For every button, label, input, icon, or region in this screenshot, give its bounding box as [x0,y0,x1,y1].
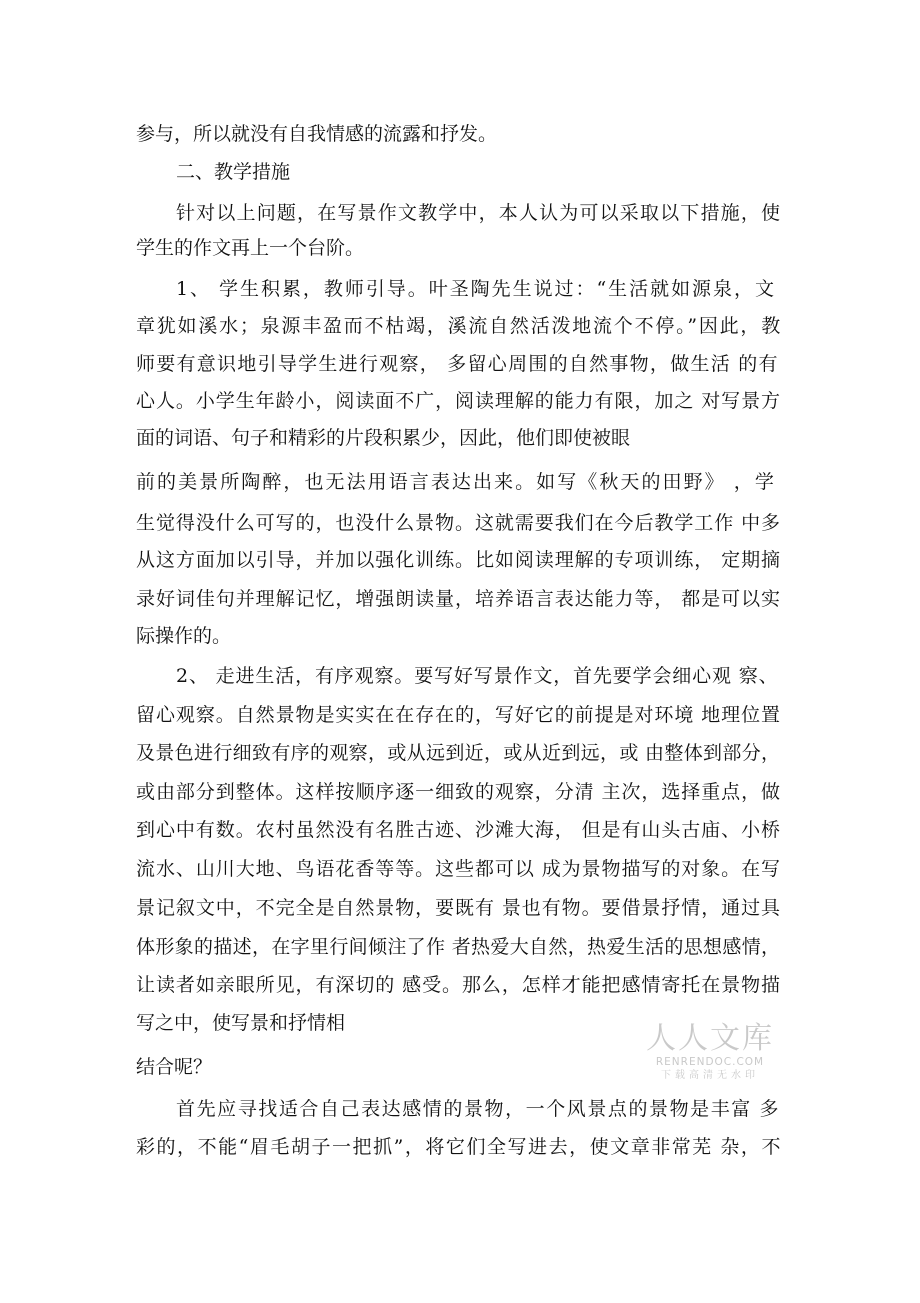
text-line: 生觉得没什么可写的，也没什么景物。这就需要我们在今后教学工作 中多 [136,512,781,534]
text-line: 前的美景所陶醉，也无法用语言表达出来。如写《秋天的田野》 ，学 [136,471,776,493]
text-line: 体形象的描述，在字里行间倾注了作 者热爱大自然，热爱生活的思想感情， [136,936,781,958]
text-line: 结合呢？ [136,1056,213,1078]
text-line: 录好词佳句并理解记忆，增强朗读量，培养语言表达能力等， 都是可以实 [136,588,781,610]
text-line: 彩的，不能“眉毛胡子一把抓”，将它们全写进去，使文章非常芜 杂，不 [136,1136,782,1158]
text-line: 心人。小学生年龄小，阅读面不广，阅读理解的能力有限，加之 对写景方 [136,390,781,412]
text-line: 际操作的。 [136,625,232,647]
text-line: 参与，所以就没有自我情感的流露和抒发。 [136,123,498,145]
text-line: 流水、山川大地、鸟语花香等等。这些都可以 成为景物描写的对象。在写 [136,858,781,880]
text-line: 师要有意识地引导学生进行观察， 多留心周围的自然事物，做生活 的有 [136,353,779,375]
watermark-logo [640,1022,780,1082]
text-line: 学生的作文再上一个台阶。 [136,237,365,259]
text-line: 景记叙文中，不完全是自然景物，要既有 景也有物。要借景抒情，通过具 [136,897,781,919]
text-line: 面的词语、句子和精彩的片段积累少，因此，他们即使被眼 [136,427,631,449]
watermark-title: 人人文库 [646,1021,774,1056]
section-heading: 二、教学措施 [176,161,291,183]
text-line: 针对以上问题，在写景作文教学中，本人认为可以采取以下措施，使 [176,202,782,224]
text-line: 2、 走进生活，有序观察。要写好写景作文，首先要学会细心观 察、 [176,665,779,687]
text-line: 章犹如溪水；泉源丰盈而不枯竭，溪流自然活泼地流个不停。”因此，教 [136,315,782,337]
text-line: 写之中，使写景和抒情相 [136,1012,346,1034]
text-line: 首先应寻找适合自己表达感情的景物，一个风景点的景物是丰富 多 [176,1098,781,1120]
watermark-subtitle: 下载高清无水印 [661,1070,759,1081]
text-line: 1、 学生积累，教师引导。叶圣陶先生说过：“生活就如源泉，文 [176,278,776,300]
text-line: 让读者如亲眼所见，有深切的 感受。那么，怎样才能把感情寄托在景物描 [136,974,781,996]
text-line: 或由部分到整体。这样按顺序逐一细致的观察，分清 主次，选择重点，做 [136,781,781,803]
text-line: 及景色进行细致有序的观察，或从远到近，或从近到远，或 由整体到部分， [136,742,781,764]
watermark-url: RENRENDOC.COM [655,1056,765,1068]
text-line: 留心观察。自然景物是实实在在存在的，写好它的前提是对环境 地理位置 [136,704,781,726]
text-line: 到心中有数。农村虽然没有名胜古迹、沙滩大海， 但是有山头古庙、小桥 [136,819,781,841]
text-line: 从这方面加以引导，并加以强化训练。比如阅读理解的专项训练， 定期摘 [136,549,781,571]
